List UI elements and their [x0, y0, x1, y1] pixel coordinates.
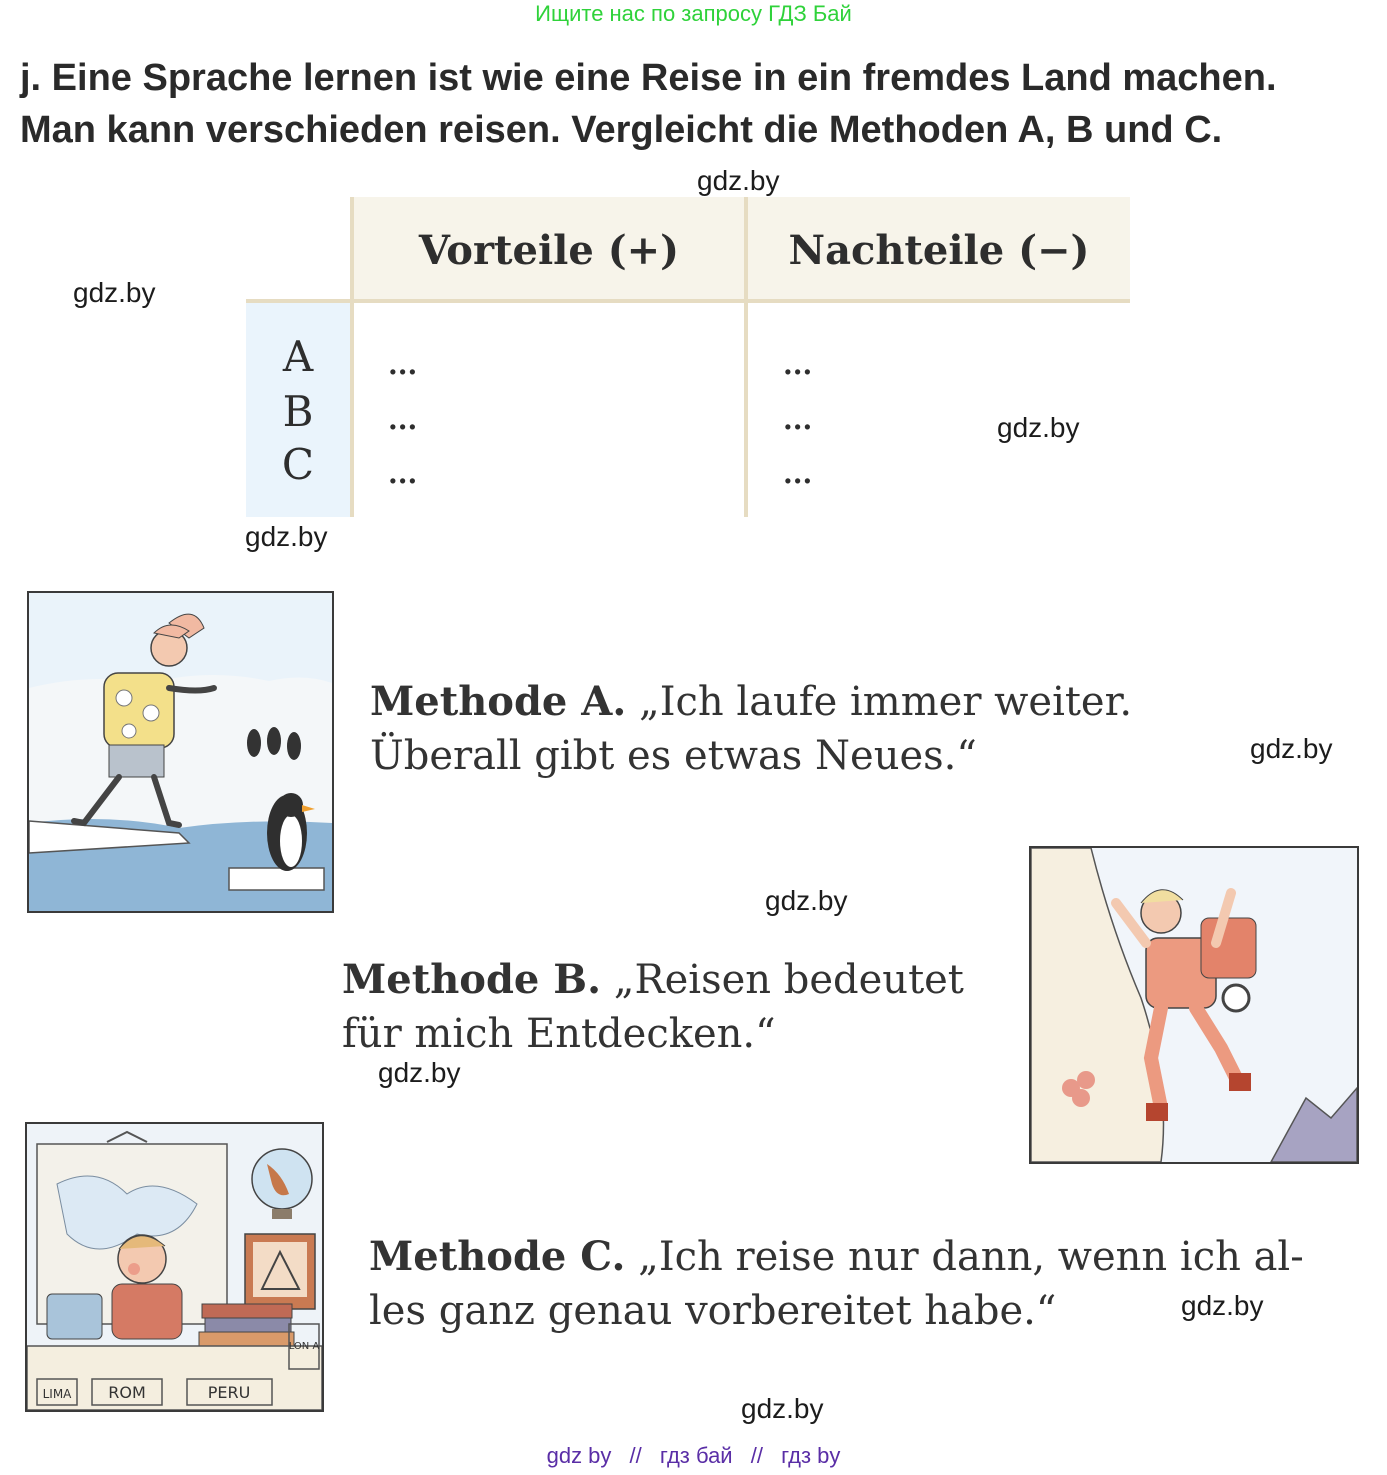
watermark: gdz.by [765, 885, 848, 916]
box-sign-lon: LON A [288, 1341, 320, 1352]
desk-sign-lima: LIMA [42, 1387, 72, 1401]
table-cell: ... [388, 403, 418, 436]
method-a-quote-line-1: „Ich laufe immer weiter. [639, 679, 1133, 725]
footer-item[interactable]: гдз by [781, 1443, 841, 1468]
watermark: gdz.by [245, 521, 328, 552]
column-header-disadvantages: Nachteile (−) [788, 227, 1090, 274]
method-b-quote-line-2: für mich Entdecken.“ [342, 1011, 776, 1057]
footer-separator: // [750, 1443, 763, 1468]
table-cell: ... [783, 348, 813, 381]
table-divider [246, 299, 1130, 303]
method-c-label: Methode C. [369, 1233, 626, 1280]
task-title [20, 52, 1370, 156]
method-b-quote-line-1: „Reisen bedeutet [613, 957, 964, 1003]
footer-item[interactable]: gdz by [546, 1443, 612, 1468]
desk-sign-peru: PERU [207, 1383, 251, 1402]
row-label-b: B [282, 387, 314, 436]
table-cell: ... [388, 348, 418, 381]
method-a-text [370, 675, 1210, 783]
watermark: gdz.by [697, 165, 780, 196]
footer-item[interactable]: гдз бай [659, 1443, 733, 1468]
table-cell: ... [783, 403, 813, 436]
watermark: gdz.by [1250, 733, 1333, 764]
row-label-c: C [281, 440, 315, 489]
method-c-quote-line-2: les ganz genau vorbereitet habe.“ [369, 1288, 1057, 1334]
watermark: gdz.by [1181, 1290, 1264, 1321]
column-header-advantages: Vorteile (+) [418, 227, 680, 274]
footer-separator: // [629, 1443, 642, 1468]
method-b-text [342, 953, 1004, 1061]
method-c-text [369, 1230, 1329, 1338]
illustration-method-c [25, 1122, 324, 1412]
table-cell: ... [388, 457, 418, 490]
watermark: gdz.by [73, 277, 156, 308]
watermark: gdz.by [741, 1393, 824, 1424]
search-banner: Ищите нас по запросу ГДЗ Бай [535, 1, 852, 26]
illustration-method-b [1029, 846, 1359, 1164]
table-cell: ... [783, 457, 813, 490]
task-title-line-1: j. Eine Sprache lernen ist wie eine Reise in ein fremdes Land machen. [20, 57, 1277, 99]
method-c-quote-line-1: „Ich reise nur dann, wenn ich al- [638, 1234, 1304, 1280]
task-title-line-2: Man kann verschieden reisen. Vergleicht die Methoden A, B und C. [20, 109, 1223, 151]
illustration-method-a [27, 591, 334, 913]
method-a-label: Methode A. [370, 678, 627, 725]
row-label-a: A [282, 332, 314, 381]
watermark: gdz.by [378, 1057, 461, 1088]
desk-sign-rom: ROM [108, 1383, 146, 1402]
method-a-quote-line-2: Überall gibt es etwas Neues.“ [370, 733, 977, 779]
watermark: gdz.by [997, 412, 1080, 443]
footer-links [0, 1443, 1387, 1469]
method-b-label: Methode B. [342, 956, 602, 1003]
